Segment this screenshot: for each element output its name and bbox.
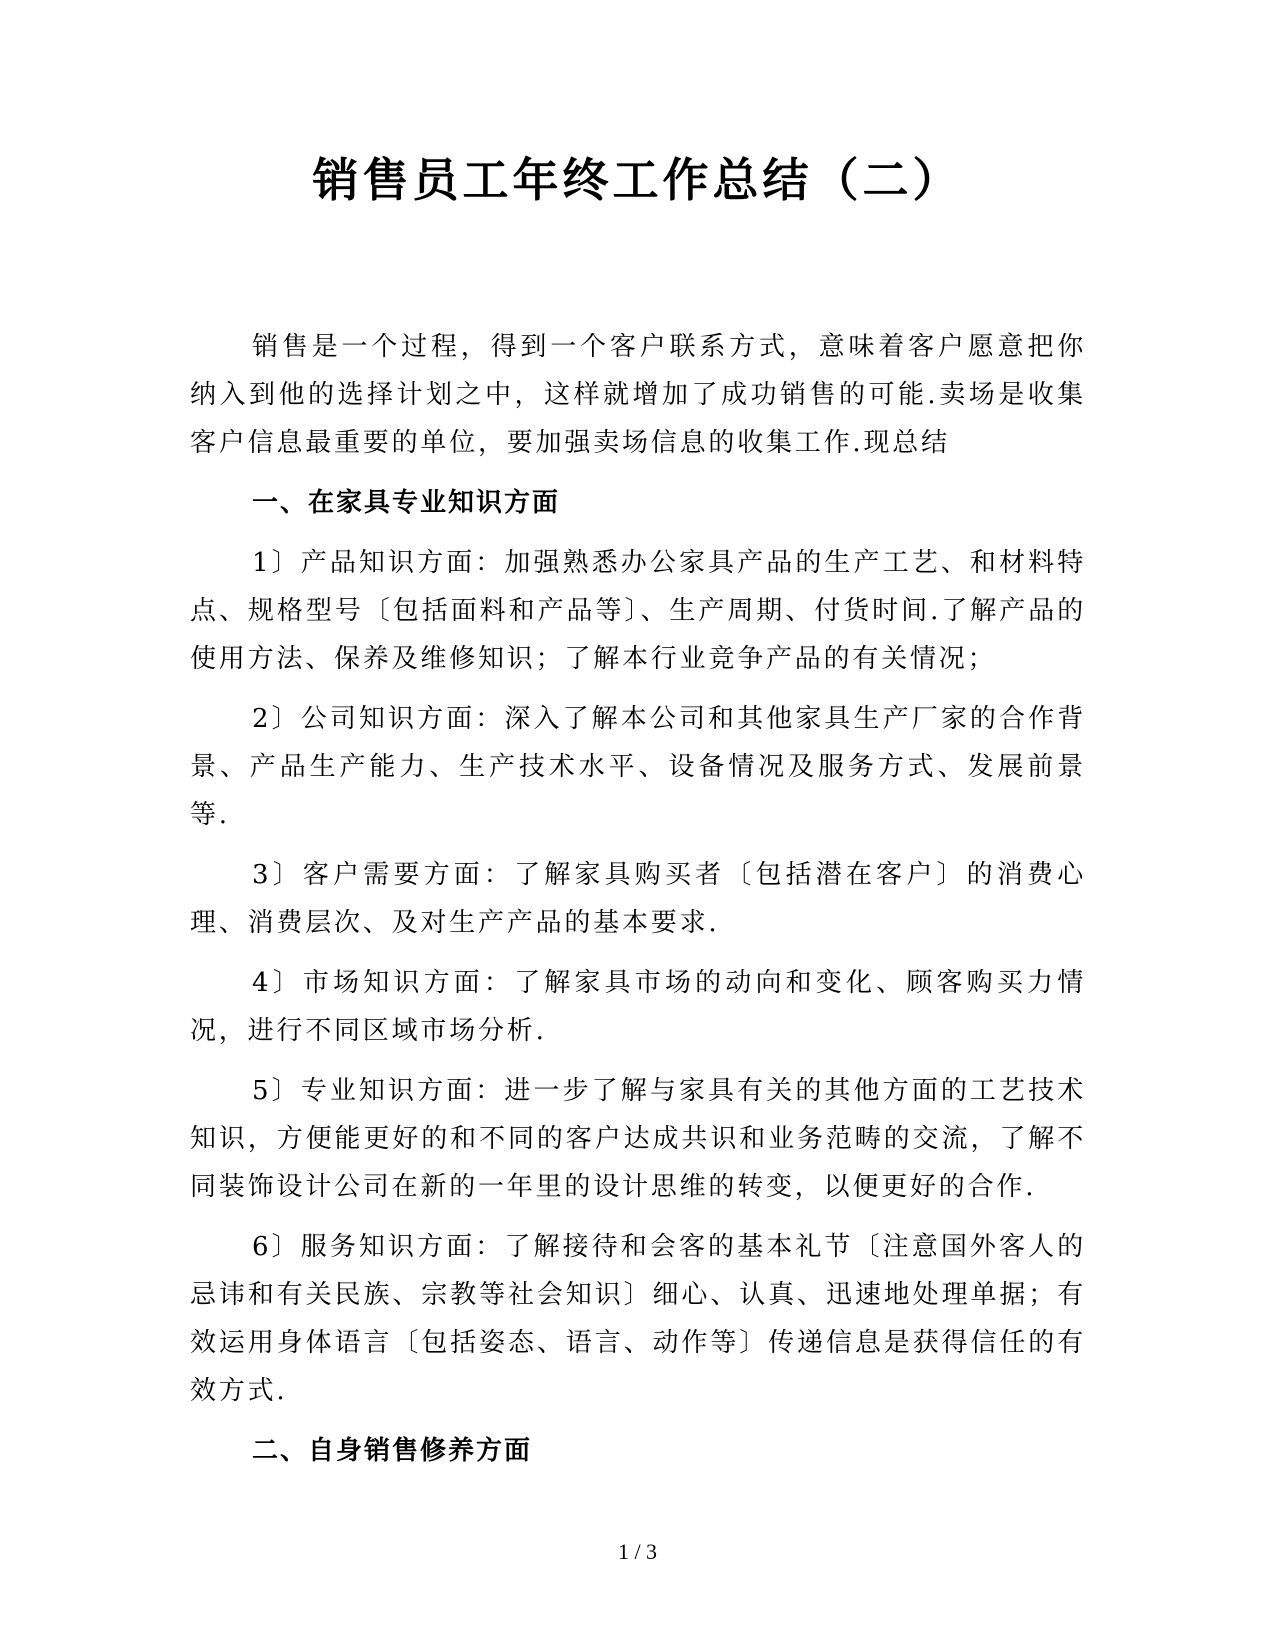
list-item: 2〕公司知识方面：深入了解本公司和其他家具生产厂家的合作背景、产品生产能力、生产技术水平、设备情况及服务方式、发展前景等. [190, 704, 1086, 830]
list-item: 1〕产品知识方面：加强熟悉办公家具产品的生产工艺、和材料特点、规格型号〔包括面料和产品等〕、生产周期、付货时间.了解产品的使用方法、保养及维修知识；了解本行业竞争产品的有关情况； [190, 548, 1086, 674]
list-item: 4〕市场知识方面：了解家具市场的动向和变化、顾客购买力情况，进行不同区域市场分析. [190, 968, 1086, 1046]
document-title: 销售员工年终工作总结（二） [312, 153, 963, 207]
list-item: 6〕服务知识方面：了解接待和会客的基本礼节〔注意国外客人的忌讳和有关民族、宗教等社会知识〕细心、认真、迅速地处理单据；有效运用身体语言〔包括姿态、语言、动作等〕传递信息是获得信任的有效方式. [190, 1232, 1086, 1406]
section-heading-2: 二、自身销售修养方面 [252, 1436, 533, 1466]
document-body [190, 323, 1086, 1487]
intro-paragraph: 销售是一个过程，得到一个客户联系方式，意味着客户愿意把你纳入到他的选择计划之中，这样就增加了成功销售的可能.卖场是收集客户信息最重要的单位，要加强卖场信息的收集工作.现总结 [190, 332, 1086, 458]
list-item: 5〕专业知识方面：进一步了解与家具有关的其他方面的工艺技术知识，方便能更好的和不同的客户达成共识和业务范畴的交流，了解不同装饰设计公司在新的一年里的设计思维的转变，以便更好的合作. [190, 1076, 1086, 1202]
list-item: 3〕客户需要方面：了解家具购买者〔包括潜在客户〕的消费心理、消费层次、及对生产产品的基本要求. [190, 860, 1086, 938]
page-number: 1 / 3 [617, 1539, 658, 1564]
section-heading-1: 一、在家具专业知识方面 [252, 488, 561, 518]
